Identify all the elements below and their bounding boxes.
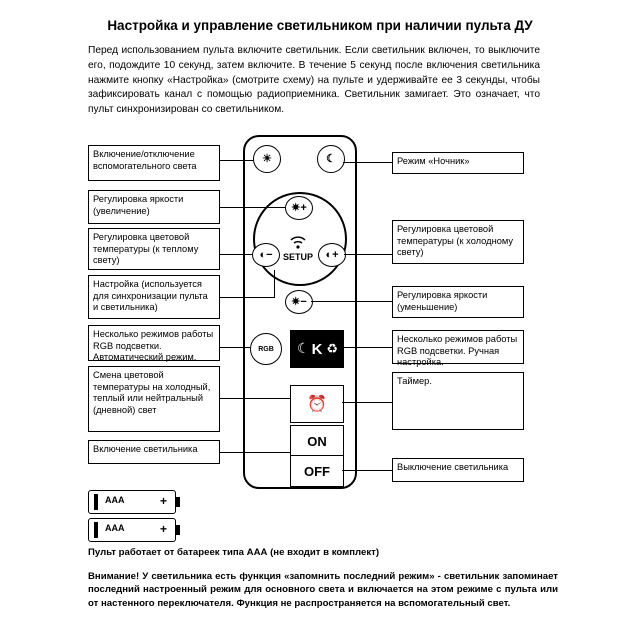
brightness-up-button[interactable] — [285, 196, 313, 220]
label-night-mode: Режим «Ночник» — [392, 152, 524, 174]
label-brightness-up: Регулировка яркости (увеличение) — [88, 190, 220, 224]
label-temp-warm: Регулировка цветовой температуры (к теплому свету) — [88, 228, 220, 270]
label-on: Включение светильника — [88, 440, 220, 464]
battery-label: AAA — [105, 495, 125, 505]
rgb-icon: RGB — [258, 345, 274, 353]
setup-label: SETUP — [282, 252, 313, 262]
power-off-button[interactable] — [290, 455, 344, 487]
battery-plus-icon: + — [159, 522, 167, 536]
on-label: ON — [307, 433, 327, 449]
color-temp-minus-icon: ◐− — [259, 248, 273, 261]
battery-terminal-icon — [94, 494, 98, 510]
signal-icon — [275, 236, 321, 252]
aux-light-button[interactable] — [253, 145, 281, 173]
sun-icon: ☀ — [262, 152, 272, 165]
color-temp-k-button[interactable] — [290, 330, 344, 368]
battery-2 — [88, 518, 176, 542]
power-on-button[interactable] — [290, 425, 344, 457]
intro-paragraph: Перед использованием пульта включите светильник. Если светильник включен, то выключите его, подождите 10 секунд, затем включите. В течение 5 секунд после включения светильника нажмите кнопку «Настройка» (смотрите схему) на пульте и удерживайте ее 3 секунды, чтобы зафиксировать канал с помощью радиоприемника. Светильник замигает. Это означает, что пульт синхронизирован со светильником. — [88, 45, 540, 116]
label-off: Выключение светильника — [392, 458, 524, 482]
label-aux-light: Включение/отключение вспомогательного света — [88, 145, 220, 181]
label-setup: Настройка (используется для синхронизации пульта и светильника) — [88, 275, 220, 319]
night-mode-button[interactable] — [317, 145, 345, 173]
label-timer: Таймер. — [392, 372, 524, 430]
setup-button[interactable] — [275, 236, 321, 270]
clock-icon: ⏰ — [307, 396, 327, 413]
label-rgb-auto: Несколько режимов работы RGB подсветки. Автоматический режим. — [88, 325, 220, 361]
k-icon: K — [311, 340, 323, 358]
battery-label: AAA — [105, 523, 125, 533]
moon-small-icon: ☾ — [297, 340, 310, 356]
off-label: OFF — [304, 463, 330, 479]
label-k-change: Смена цветовой температуры на холодный, теплый или нейтральный (дневной) свет — [88, 366, 220, 432]
battery-cap-icon — [175, 525, 180, 535]
brightness-down-button[interactable] — [285, 290, 313, 314]
signal-icon-svg — [290, 236, 306, 249]
temp-cold-button[interactable] — [318, 243, 346, 267]
battery-1 — [88, 490, 176, 514]
battery-plus-icon: + — [159, 494, 167, 508]
label-rgb-manual: Несколько режимов работы RGB подсветки. Ручная настройка. — [392, 330, 524, 364]
label-brightness-down: Регулировка яркости (уменьшение) — [392, 286, 524, 318]
recycle-icon: ♻ — [326, 341, 338, 356]
footer-battery-note: Пульт работает от батареек типа ААА (не входит в комплект) — [88, 547, 380, 558]
battery-cap-icon — [175, 497, 180, 507]
footer-warning-note: Внимание! У светильника есть функция «запомнить последний режим» - светильник запоминает последний настроенный режим для основного света и включается на этом режиме с пульта или от настенного переключателя. Функция не распространяется на вспомогательный свет. — [88, 571, 558, 609]
battery-terminal-icon — [94, 522, 98, 538]
color-temp-plus-icon: ◐+ — [325, 248, 339, 261]
brightness-plus-icon: ✷+ — [291, 201, 307, 214]
timer-button[interactable] — [290, 385, 344, 423]
moon-icon: ☾ — [326, 152, 336, 165]
page-title: Настройка и управление светильником при наличии пульта ДУ — [107, 18, 533, 33]
rgb-auto-button[interactable] — [250, 333, 282, 365]
brightness-minus-icon: ✷− — [291, 295, 307, 308]
label-temp-cold: Регулировка цветовой температуры (к холодному свету) — [392, 220, 524, 264]
